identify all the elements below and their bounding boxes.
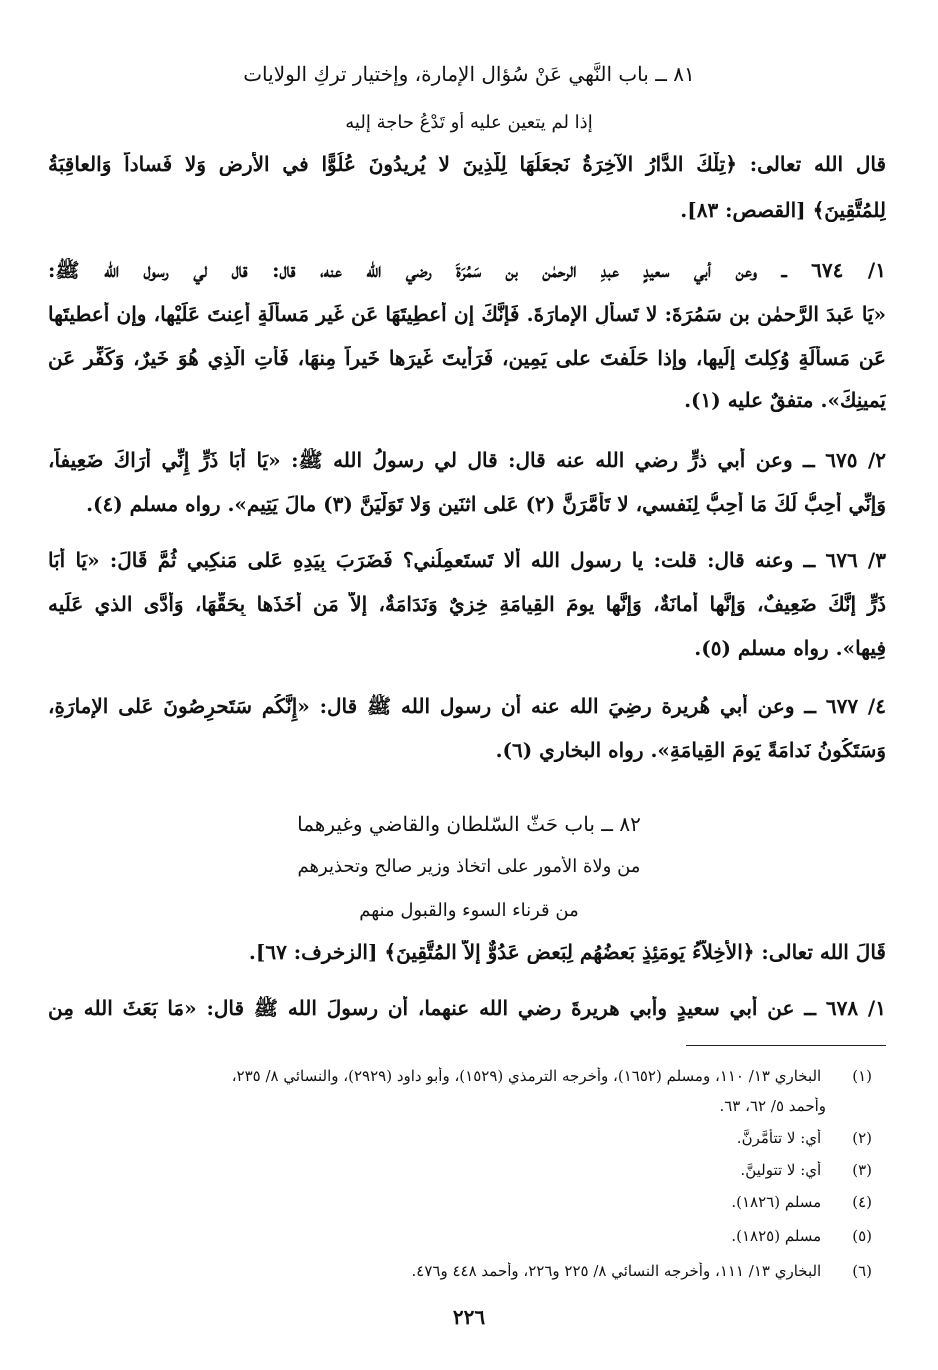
hadith-675-line-1: ٢/ ٦٧٥ ــ وعن أبي ذرٍّ رضي الله عنه قال: قال لي رسولُ الله ﷺ: «يَا أَبَا ذَرٍّ إِنِّي أَرَاكَ ضَعِيفاً، bbox=[48, 448, 886, 472]
hadith-677-line-2: وَسَتَكُونُ نَدامَةً يَومَ القِيامَةِ». رواه البخاري (٦). bbox=[495, 738, 886, 762]
page-number: ٢٢٦ bbox=[452, 1305, 486, 1329]
chapter-81-verse-line-1: قال الله تعالى: ﴿تِلْكَ الدَّارُ الآخِرَةُ نَجعَلُهَا لِلَّذِينَ لا يُرِيدُونَ عُلُوًّا في الأَرضِ وَلا فَساداً وَالعاقِبَةُ bbox=[48, 152, 886, 176]
footnote-text: البخاري ١٣/ ١١٠، ومسلم (١٦٥٢)، وأخرجه الترمذي (١٥٢٩)، وأبو داود (٢٩٢٩)، والنسائي ٨/ ٢٣٥، bbox=[231, 1067, 822, 1085]
hadith-676-line-2: ذَرٍّ إِنَّكَ ضَعِيفٌ، وَإِنَّها أَمانَةٌ، وَإِنَّها يومَ القِيامَةِ خِزيٌ وَنَدَامَةٌ، إلاَّ مَن أَخَذَها بِحَقِّهَا، وَأَدَّى الذي عَلَيه bbox=[48, 592, 886, 616]
hadith-674-line-3: عَن مَسأَلَةٍ وُكِلتَ إلَيها، وإذا حَلَفتَ على يَمِينٍ، فَرَأَيتَ غَيرَها خَيراً مِنهَا، فَأتِ الَّذِي هُوَ خَيرٌ، وَكَفِّر عَن bbox=[48, 346, 886, 370]
footnote-1-continuation: وأحمد ٥/ ٦٢، ٦٣. bbox=[719, 1097, 826, 1115]
footnote-number: (١) bbox=[852, 1067, 872, 1085]
footnote-text: مسلم (١٨٢٥). bbox=[731, 1227, 822, 1245]
chapter-82-subtitle-2: من قرناء السوء والقبول منهم bbox=[359, 900, 579, 921]
hadith-677-line-1: ٤/ ٦٧٧ ــ وعن أبي هُريرة رضِيَ الله عنه أن رسول الله ﷺ قال: «إِنَّكُم سَتَحرِصُونَ عَلى الإمارَةِ، bbox=[48, 694, 886, 718]
footnote-text: مسلم (١٨٢٦). bbox=[731, 1193, 822, 1211]
footnote-number: (٦) bbox=[852, 1262, 872, 1280]
hadith-674-line-1: ١/ ٦٧٤ ــ وعن أبي سعيدٍ عبدِ الرحمٰن بن سَمُرَةَ رضي الله عنه، قال: قال لي رسول الله ﷺ: bbox=[48, 258, 886, 282]
footnote-6 bbox=[62, 1262, 872, 1280]
hadith-674-line-4: يَمينِكَ». متفقٌ عليه (١). bbox=[684, 388, 886, 412]
footnote-number: (٥) bbox=[852, 1227, 872, 1245]
footnote-text: أي: لا تتأمَّرنَّ. bbox=[736, 1129, 822, 1147]
footnote-number: (٢) bbox=[852, 1129, 872, 1147]
hadith-676-line-3: فِيها». رواه مسلم (٥). bbox=[694, 636, 886, 660]
chapter-81-title: ٨١ ــ باب النَّهي عَنْ سُؤال الإمارة، وإختيار تركِ الولايات bbox=[243, 62, 695, 86]
footnote-2 bbox=[62, 1129, 872, 1147]
footnote-text: البخاري ١٣/ ١١١، وأخرجه النسائي ٨/ ٢٢٥ و٢٢٦، وأحمد ٤٤٨ و٤٧٦. bbox=[411, 1262, 822, 1280]
chapter-82-verse: قَالَ الله تعالى: ﴿الأَخِلاَّءُ يَومَئِذٍ بَعضُهُم لِبَعضٍ عَدُوٌّ إِلاَّ المُتَّقِينَ﴾ [الزخرف: ٦٧]. bbox=[248, 940, 886, 964]
chapter-81-subtitle: إذا لم يتعين عليه أو تَدْعُ حاجة إليه bbox=[345, 112, 593, 133]
footnote-5 bbox=[62, 1227, 872, 1245]
hadith-676-line-1: ٣/ ٦٧٦ ــ وعنه قال: قلت: يا رسول الله أَلا تَستَعمِلُني؟ فَضَرَبَ بِيَدِهِ عَلى مَنكِبي ثُمَّ قَالَ: «يَا أَبَا bbox=[48, 548, 886, 572]
hadith-675-line-2: وَإِنِّي أُحِبُّ لَكَ مَا أُحِبُّ لِنَفسي، لا تَأَمَّرَنَّ (٢) عَلى اثنَينِ وَلا تَوَلَّيَنَّ (٣) مالَ يَتِيم». رواه مسلم (٤). bbox=[86, 492, 886, 516]
footnote-3 bbox=[62, 1161, 872, 1179]
footnote-4 bbox=[62, 1193, 872, 1211]
footnote-number: (٤) bbox=[852, 1193, 872, 1211]
footnote-separator bbox=[686, 1045, 886, 1046]
chapter-82-subtitle-1: من ولاة الأمور على اتخاذ وزير صالح وتحذيرهم bbox=[297, 856, 641, 877]
chapter-81-verse-line-2: لِلمُتَّقِينَ﴾ [القصص: ٨٣]. bbox=[680, 198, 886, 222]
chapter-82-title: ٨٢ ــ باب حَثّ السّلطان والقاضي وغيرهما bbox=[297, 812, 641, 836]
hadith-678-line-1: ١/ ٦٧٨ ــ عن أبي سعيدٍ وأبي هريرةَ رضي الله عنهما، أن رسولَ الله ﷺ قال: «مَا بَعَثَ الله مِن bbox=[48, 996, 886, 1020]
hadith-674-line-2: «يَا عَبدَ الرَّحمٰنِ بن سَمُرَةَ: لا تَسأَلِ الإمارَةَ. فَإنَّكَ إن أُعطِيتَهَا عَن غَيرِ مَسأَلَةٍ أُعِنتَ عَلَيْها، وإن أُعطيتَها bbox=[48, 302, 886, 326]
footnote-1 bbox=[62, 1067, 872, 1085]
footnote-number: (٣) bbox=[852, 1161, 872, 1179]
footnote-text: أي: لا تتولينَّ. bbox=[740, 1161, 822, 1179]
